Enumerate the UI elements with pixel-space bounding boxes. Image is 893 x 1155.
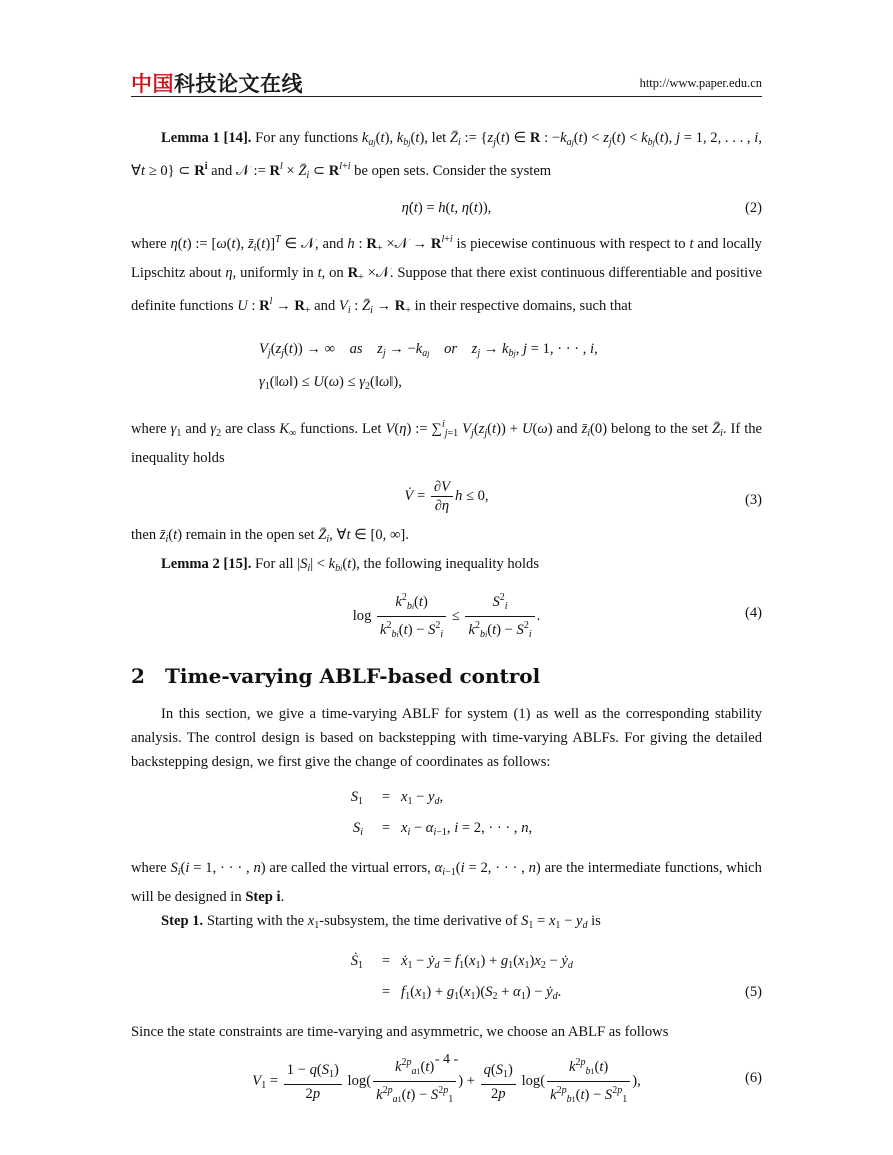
page-header xyxy=(131,66,762,97)
paragraph-gamma: where $\gamma_1$ and $\gamma_2$ are class $K_\infty$ functions. Let V(η) := ∑$^i_{j=1}$ $V_j(z_j(t)) + U(\omega)$ and $z̄_i(0)$ belong to the set $Z̄_i$. If the inequality holds xyxy=(131,419,763,466)
logo-red-text: 中国 xyxy=(131,72,174,96)
header-url[interactable]: http://www.paper.edu.cn xyxy=(639,76,762,90)
section-heading xyxy=(131,664,762,688)
logo-black-text: 科技论文在线 xyxy=(174,72,303,96)
equation-3: V̇ = $\frac{\partial V}{\partial\eta}$ h ≤ 0, (3) xyxy=(404,479,762,514)
equation-4: log $\frac{k^2_{bi}(t)}{k^2_{bi}(t) - S^2_i}$ ≤ $\frac{S^2_i}{k^2_{bi}(t) - S^2_i}$ . (4) xyxy=(131,589,762,644)
paragraph-virtual-errors: where $S_i(i = 1$, · · · , n) are called the virtual errors, $\alpha_{i-1}(i = 2$, · · · , n) are the intermediate functions, which will be designed in Step i. xyxy=(131,860,762,905)
equation-6: $V_1$ = $\frac{1 - q(S_1)}{2p}$ log( $\frac{k^{2p}_{a1}(t)}{k^{2p}_{a1}(t) - S^{2p}_1}$ ) + $\frac{q(S_1)}{2p}$ log( $\frac{k^{2p}_{b1}(t)}{k^{2p}_{b1}(t) - S^{2p}_1}$ ), (6) xyxy=(131,1054,762,1109)
section-title: Time-varying ABLF-based control xyxy=(165,664,541,688)
journal-logo xyxy=(131,68,303,98)
paragraph-then: then $z̄_i(t)$ remain in the open set $Z̄_i$, ∀t ∈ [0, ∞]. xyxy=(131,527,409,545)
step-1-label: Step 1. xyxy=(161,913,204,929)
condition-equations: $V_j(z_j(t))$ → ∞ as $z_j \to -k_{aj}$ or $z_j \to k_{bj}$, j = 1, · · · , i, $\gamma_1(‖\omega‖) \le U(\omega)$ ≤ $\gamma_2(‖\omega‖)$, xyxy=(259,341,598,392)
coordinate-change-equations: $S_1$ = $x_1 - y_d$, $S_i$ = $x_i - \alpha_{i-1}$, i = 2, · · · , n, xyxy=(350,789,533,838)
lemma-1: Lemma 1 [14]. For any functions $k_{aj}(t)$, $k_{bj}(t)$, let $Z̄_i$ := {$z_j(t)$ ∈ R : $-k_{aj}(t) < z_j(t) < k_{bj}(t)$, j = 1, 2, . . . , i, ∀t ≥ 0} ⊂ $R^i$ and 𝒩 := $R^l$ × $Z̄_i$ ⊂ $R^{l+i}$ be open sets. Consider the system xyxy=(131,130,762,181)
equation-5: Ṡ$_1$ = ẋ$_1$ − ẏ$_d$ = $f_1(x_1) + g_1(x_1)x_2$ − ẏ$_d$ = $f_1(x_1) + g_1(x_1)(S_2 + \alpha_1)$ − ẏ$_d$. (5) xyxy=(131,948,762,1010)
page-number: - 4 - xyxy=(434,1052,459,1067)
equation-number: (2) xyxy=(744,200,762,216)
section-number: 2 xyxy=(131,664,145,688)
lemma-2-label: Lemma 2 [15]. xyxy=(161,556,252,572)
step-1: Step 1. Starting with the $x_1$-subsystem, the time derivative of $S_1 = x_1 - y_d$ is xyxy=(161,913,601,931)
equation-number: (4) xyxy=(744,605,762,621)
equation-2: η̇(t) = h(t, η(t)), (2) xyxy=(131,196,762,220)
page-body xyxy=(131,126,762,1117)
equation-number: (5) xyxy=(744,984,762,1000)
lemma-1-label: Lemma 1 [14]. xyxy=(161,130,252,146)
equation-number: (6) xyxy=(744,1070,762,1086)
paragraph-definitions: where η(t) := [ω(t), $z̄_i(t)]^T$ ∈ 𝒩, and h : $R_+$ ×𝒩 → $R^{l+i}$ is piecewise continuous with respect to t and locally Lipschitz about η, uniformly in t, on $R_+$ ×𝒩. Suppose that there exist continuous differentiable and positive definite functions U : $R^l \to R_+$ and $V_i$ : $Z̄_i \to R_+$ in their respective domains, such that xyxy=(131,234,762,316)
paragraph-intro: In this section, we give a time-varying ABLF for system (1) as well as the corresponding stability analysis. The control design is based on backstepping with time-varying ABLFs. For giving the detailed backstepping design, we first give the change of coordinates as follows: xyxy=(131,706,762,770)
lemma-2: Lemma 2 [15]. For all $|S_i| < k_{bi}(t)$, the following inequality holds xyxy=(161,556,540,574)
equation-number: (3) xyxy=(744,492,762,508)
paragraph-constraints: Since the state constraints are time-varying and asymmetric, we choose an ABLF as follows xyxy=(131,1024,669,1040)
